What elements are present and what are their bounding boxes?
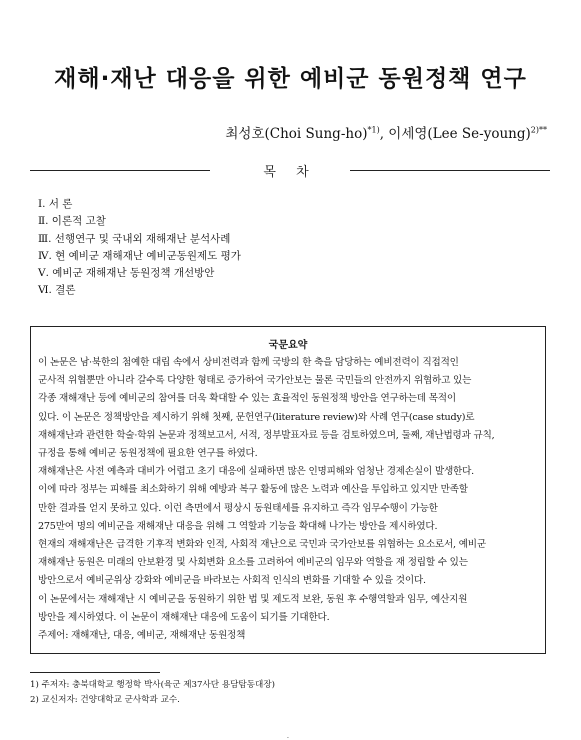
toc-rule-right: [350, 170, 550, 171]
footnotes: [30, 678, 275, 708]
author-line: [225, 122, 547, 142]
abstract-keywords: 주제어: 재해재난, 대응, 예비군, 재해재난 동원정책: [38, 630, 246, 642]
abstract-line: 재해재난 동원은 미래의 안보환경 및 사회변화 요소를 고려하여 예비군의 임무와 역할을 재 정립할 수 있는: [38, 557, 468, 569]
author-2-footnote-mark: 2)**: [530, 125, 547, 135]
toc-heading-label: 목 차: [263, 165, 317, 180]
toc-item: Ⅱ. 이론적 고찰: [38, 215, 106, 228]
abstract-line: 현재의 재해재난은 급격한 기후적 변화와 인적, 사회적 재난으로 국민과 국가안보를 위협하는 요소로서, 예비군: [38, 539, 486, 551]
abstract-line: 이에 따라 정부는 피해를 최소화하기 위해 예방과 복구 활동에 많은 노력과 예산을 투입하고 있지만 만족할: [38, 484, 468, 496]
abstract-line: 만한 결과를 얻지 못하고 있다. 이런 측면에서 평상시 동원태세를 유지하고 즉각 임무수행이 가능한: [38, 502, 438, 514]
abstract-line: 군사적 위협뿐만 아니라 갈수록 다양한 형태로 증가하여 국가안보는 물론 국민들의 안전까지 위협하고 있는: [38, 375, 472, 387]
abstract-line: 재해재난은 사전 예측과 대비가 어렵고 초기 대응에 실패하면 많은 인명피해와 엄청난 경제손실이 발생한다.: [38, 466, 475, 478]
abstract-line: 275만여 명의 예비군을 재해재난 대응을 위해 그 역할과 기능을 확대해 나가는 방안을 제시하였다.: [38, 520, 438, 532]
table-of-contents: [38, 196, 241, 300]
footnote-2: 2) 교신저자: 건양대학교 군사학과 교수.: [30, 695, 180, 705]
author-1: 최성호(Choi Sung-ho): [225, 126, 368, 142]
toc-item: Ⅳ. 현 예비군 재해재난 예비군동원제도 평가: [38, 249, 241, 262]
abstract-line: 이 논문에서는 재해재난 시 예비군을 동원하기 위한 법 및 제도적 보완, 동원 후 수행역할과 임무, 예산지원: [38, 593, 468, 605]
toc-item: Ⅲ. 선행연구 및 국내외 재해재난 분석사례: [38, 232, 231, 245]
footnote-rule: [30, 672, 160, 673]
abstract-line: 각종 재해재난 등에 예비군의 참여를 더욱 확대할 수 있는 효율적인 동원정책 방안을 연구하는데 목적이: [38, 393, 456, 405]
author-1-footnote-mark: *1): [367, 125, 380, 135]
toc-item: Ⅵ. 결론: [38, 284, 76, 297]
abstract-line: 있다. 이 논문은 정책방안을 제시하기 위해 첫째, 문헌연구(literature review)와 사례 연구(case study)로: [38, 411, 475, 423]
author-separator: ,: [379, 126, 389, 142]
abstract-line: 이 논문은 남·북한의 첨예한 대립 속에서 상비전력과 함께 국방의 한 축을 담당하는 예비전력이 직접적인: [38, 357, 459, 368]
paper-title: 재해·재난 대응을 위한 예비군 동원정책 연구: [54, 66, 527, 92]
abstract-box: [30, 326, 546, 654]
page-mark: .: [287, 733, 289, 740]
toc-heading: [30, 162, 550, 178]
abstract-line: 방안으로서 예비군위상 강화와 예비군을 바라보는 사회적 인식의 변화를 기대할 수 있을 것이다.: [38, 575, 426, 587]
author-2: 이세영(Lee Se-young): [388, 126, 531, 142]
abstract-heading: 국문요약: [268, 340, 308, 351]
toc-item: Ⅴ. 예비군 재해재난 동원정책 개선방안: [38, 267, 215, 280]
abstract-line: 규정을 통해 예비군 동원정책에 필요한 연구를 하였다.: [38, 448, 258, 460]
abstract-body: [38, 354, 544, 645]
toc-item: Ⅰ. 서 론: [38, 198, 73, 210]
abstract-line: 방안을 제시하였다. 이 논문이 재해재난 대응에 도움이 되기를 기대한다.: [38, 611, 330, 623]
abstract-line: 재해재난과 관련한 학술·학위 논문과 정책보고서, 서적, 정부발표자료 등을 검토하였으며, 둘째, 재난법령과 규칙,: [38, 429, 495, 441]
footnote-1: 1) 주저자: 충북대학교 행정학 박사(육군 제37사단 용담탐동대장): [30, 680, 275, 690]
